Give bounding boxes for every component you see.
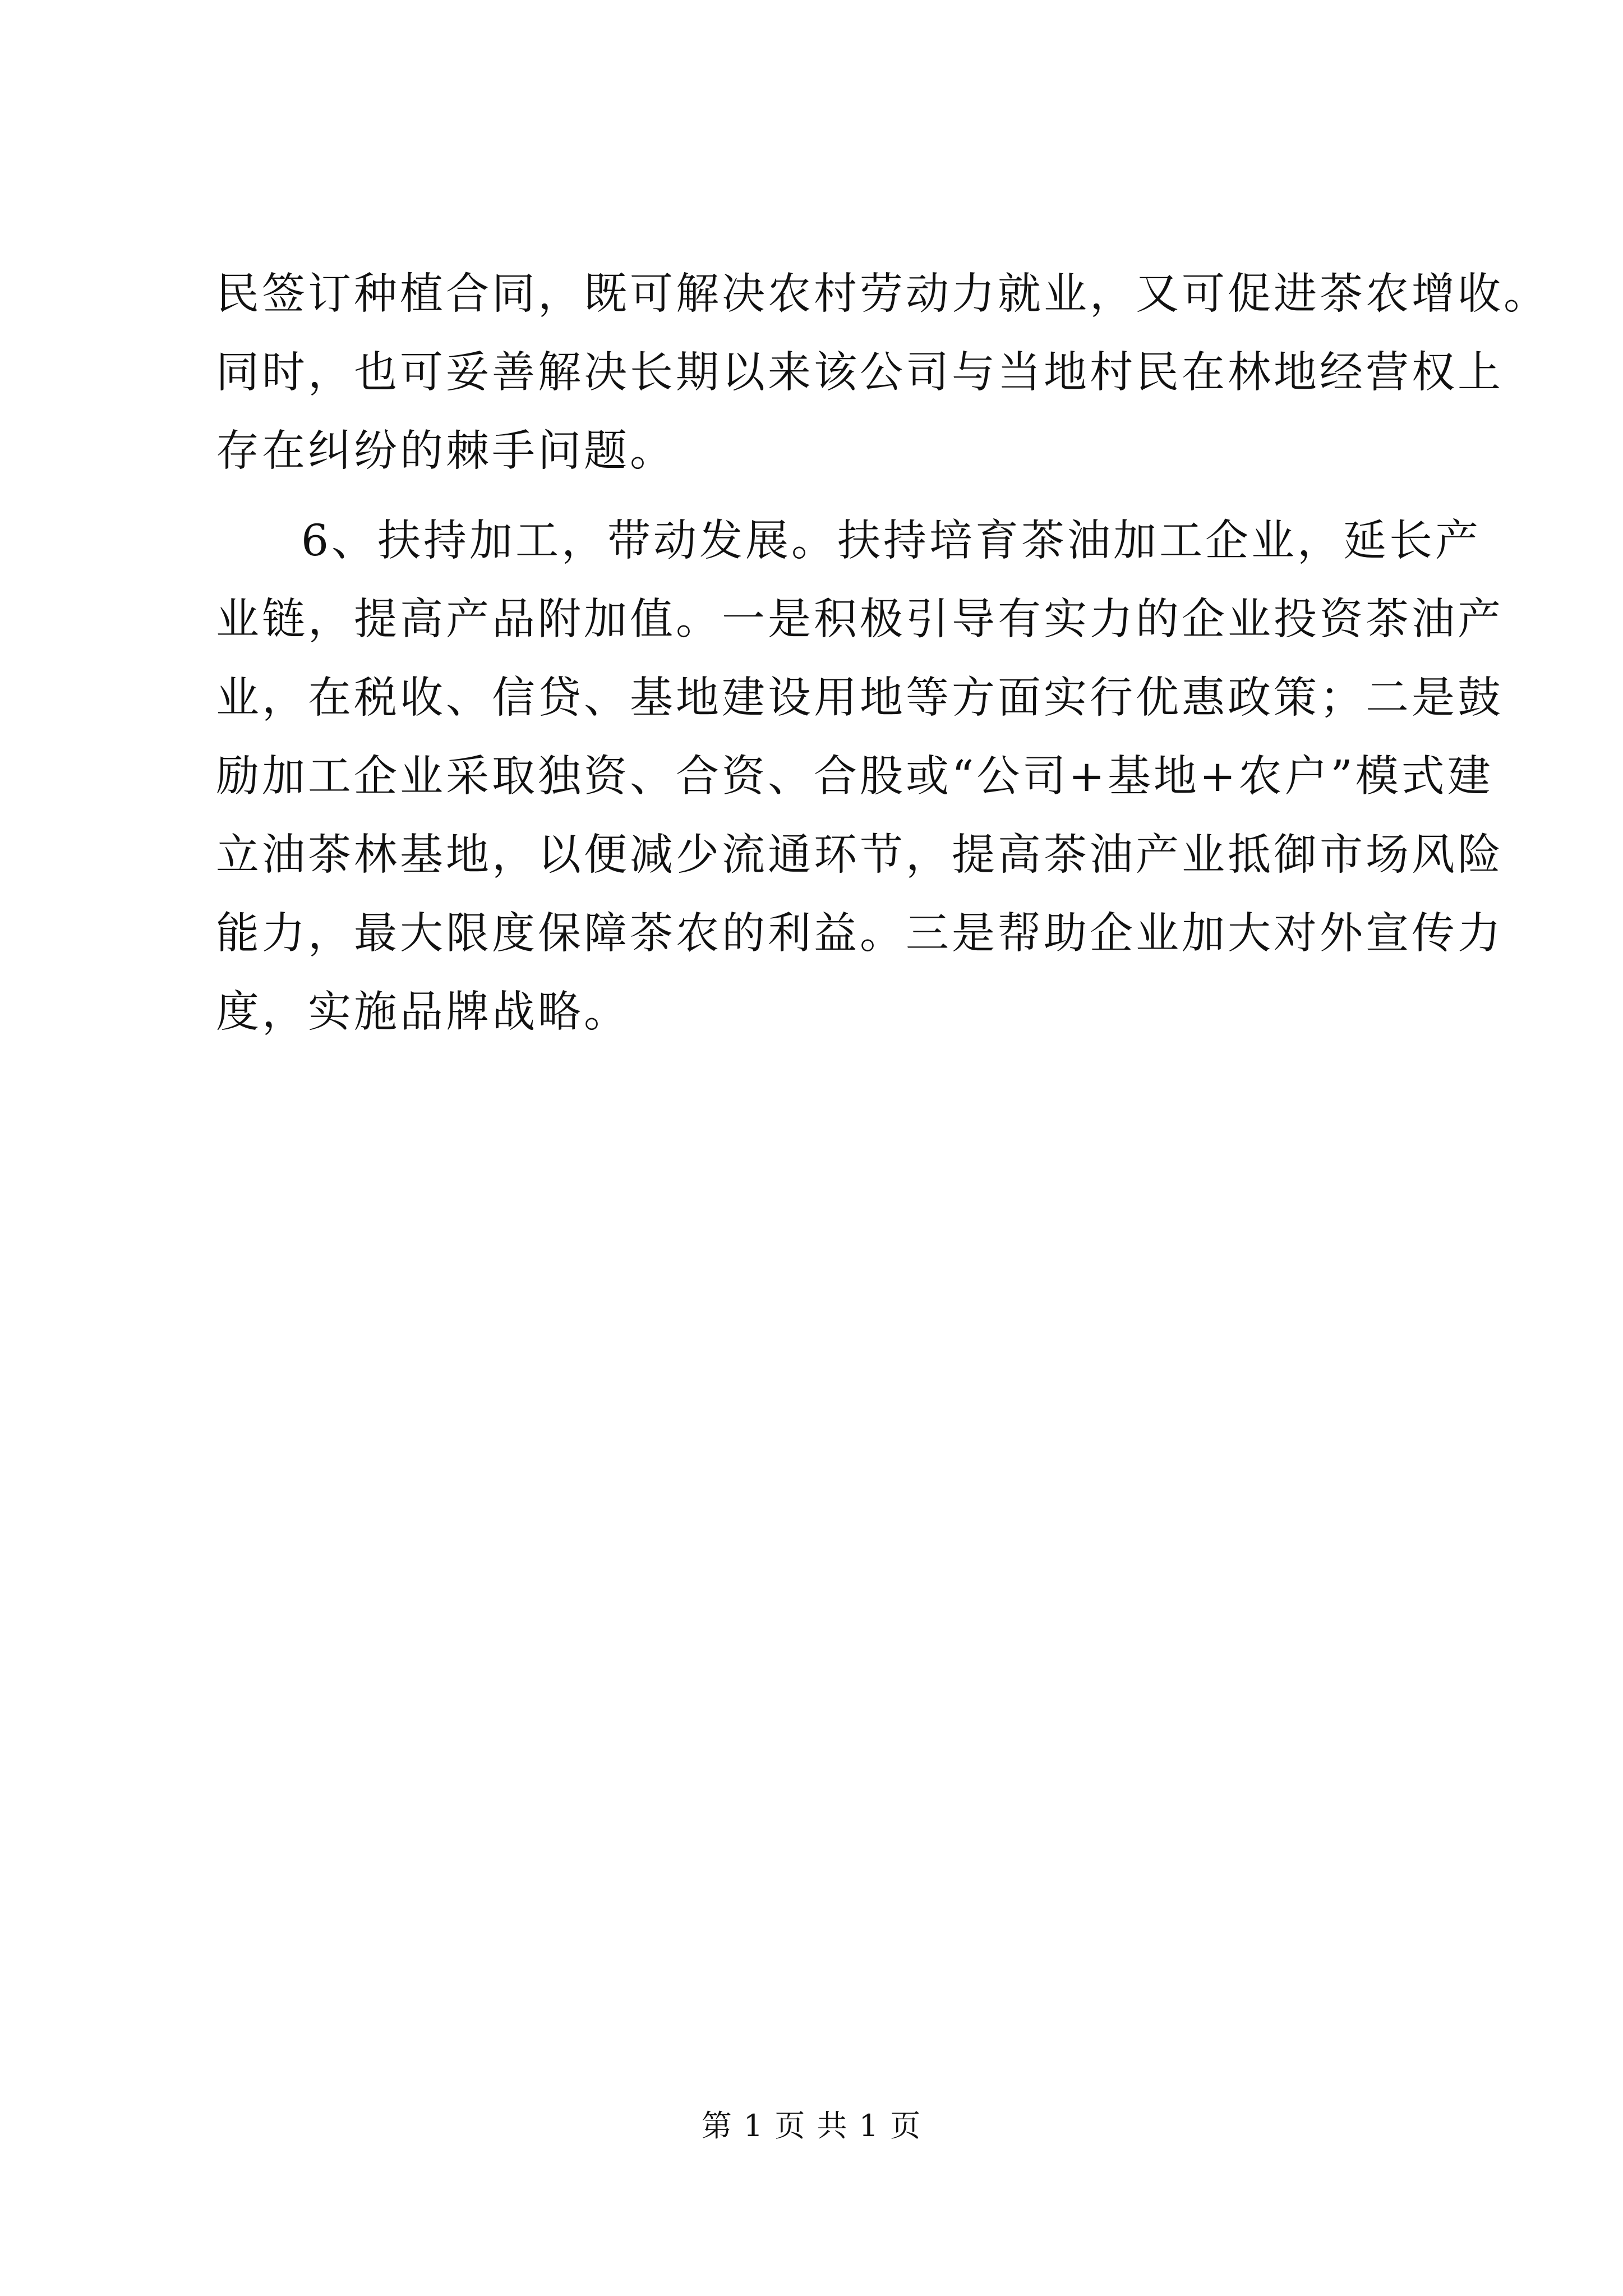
text-line: 存在纠纷的棘手问题。 — [216, 426, 676, 476]
text-line: 民签订种植合同，既可解决农村劳动力就业，又可促进茶农增收。 — [216, 269, 1550, 319]
paragraph-section-6 — [216, 502, 1504, 1052]
page-number-footer: 第 1 页 共 1 页 — [701, 2108, 922, 2143]
text-line: 励加工企业采取独资、合资、合股或“公司+基地+农户”模式建 — [216, 752, 1493, 802]
text-line: 同时，也可妥善解决长期以来该公司与当地村民在林地经营权上 — [216, 348, 1504, 398]
text-line: 6、扶持加工，带动发展。扶持培育茶油加工企业，延长产 — [301, 516, 1481, 566]
text-line: 立油茶林基地，以便减少流通环节，提高茶油产业抵御市场风险 — [216, 830, 1504, 880]
text-line: 度，实施品牌战略。 — [216, 987, 630, 1037]
text-line: 业，在税收、信贷、基地建设用地等方面实行优惠政策；二是鼓 — [216, 673, 1504, 723]
paragraph-continuation — [216, 255, 1550, 491]
text-line: 能力，最大限度保障茶农的利益。三是帮助企业加大对外宣传力 — [216, 909, 1504, 959]
text-line: 业链，提高产品附加值。一是积极引导有实力的企业投资茶油产 — [216, 595, 1504, 645]
document-body — [216, 255, 1550, 1052]
